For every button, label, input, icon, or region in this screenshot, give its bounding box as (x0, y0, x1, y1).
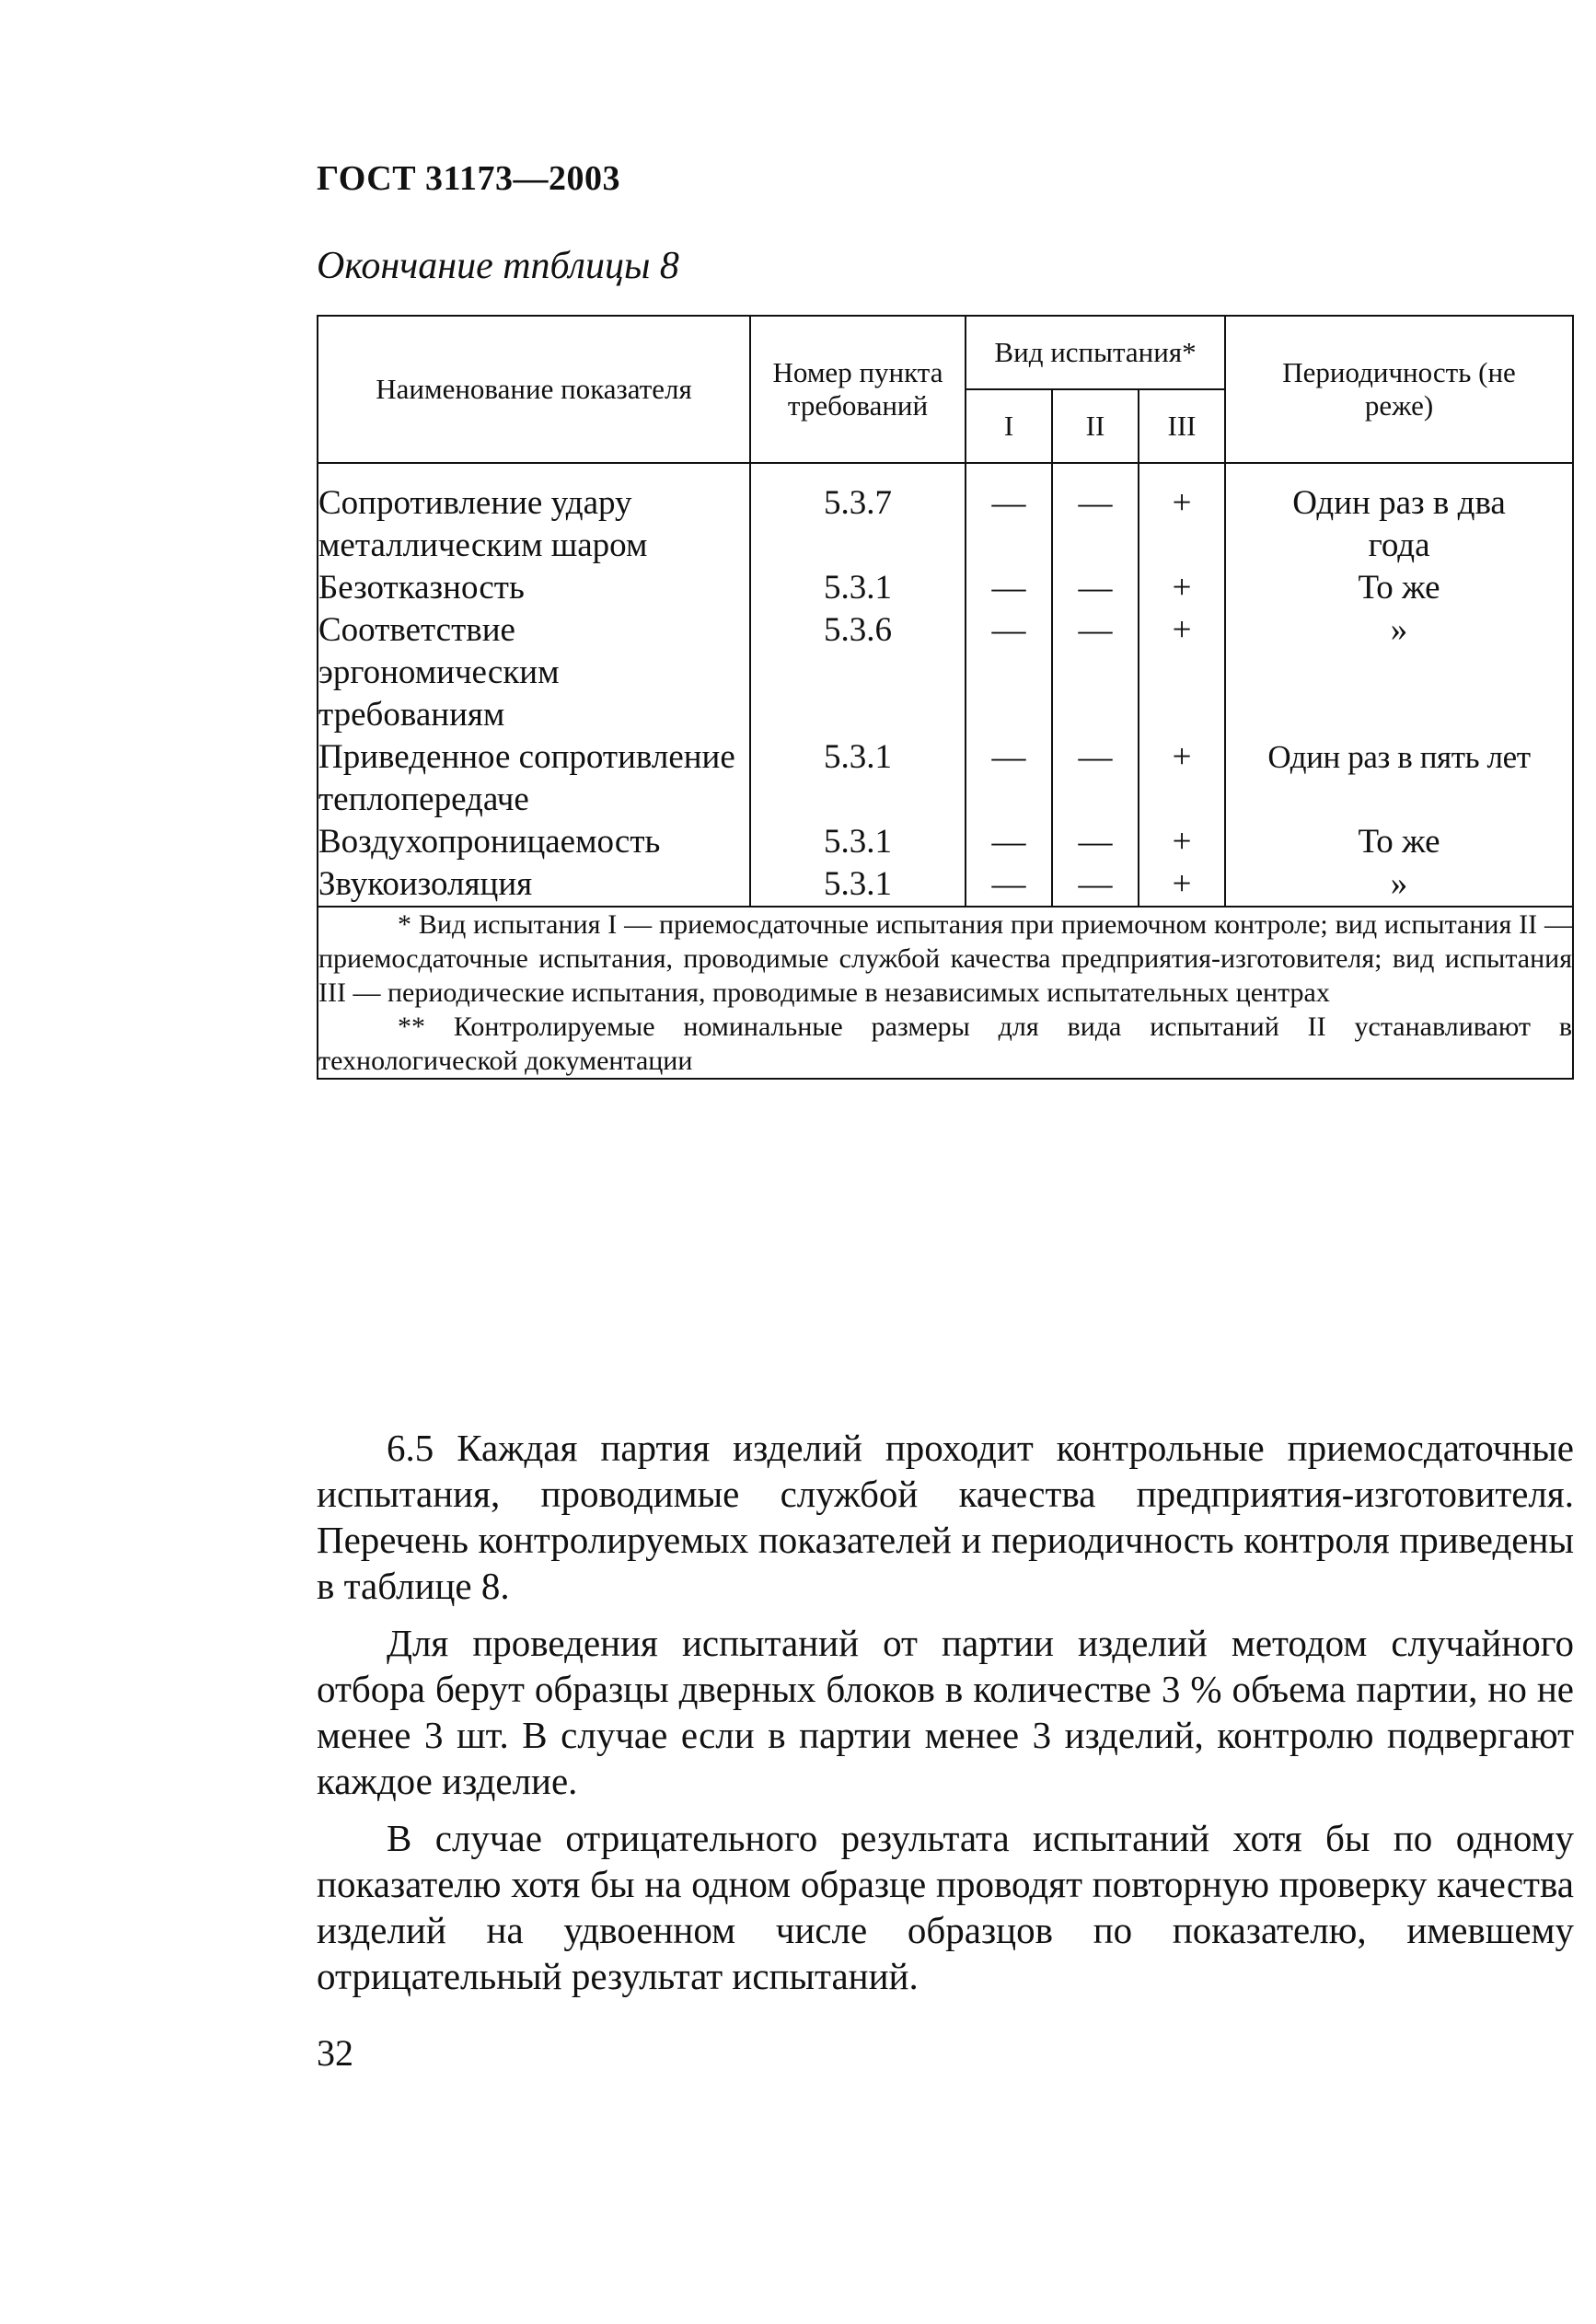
table-note: ** Контролируемые номинальные размеры для вида испытаний II устанавливают в технологической документации (318, 1012, 1573, 1076)
row-periodicity: » (1225, 609, 1573, 736)
header-clause-number: Номер пункта требований (750, 316, 966, 463)
row-indicator-name: Приведенное сопротивление теплопередаче (318, 736, 750, 821)
body-text (317, 1425, 1574, 2010)
row-clause: 5.3.6 (750, 609, 966, 736)
row-clause: 5.3.7 (750, 463, 966, 567)
header-test-type-i: I (966, 389, 1052, 463)
table-row (318, 863, 1573, 907)
row-test-iii: + (1139, 567, 1225, 609)
header-indicator-name: Наименование показателя (318, 316, 750, 463)
header-test-type-iii: III (1139, 389, 1225, 463)
row-test-i: — (966, 736, 1052, 821)
row-indicator-name: Звукоизоляция (318, 863, 750, 907)
header-test-type: Вид испытания* (966, 316, 1225, 389)
row-indicator-name: Воздухопроницаемость (318, 821, 750, 863)
row-periodicity: » (1225, 863, 1573, 907)
table-caption: Окончание тпблицы 8 (317, 245, 679, 287)
row-test-i: — (966, 463, 1052, 567)
row-periodicity: То же (1225, 821, 1573, 863)
row-test-i: — (966, 609, 1052, 736)
row-test-i: — (966, 821, 1052, 863)
row-test-i: — (966, 567, 1052, 609)
row-test-iii: + (1139, 609, 1225, 736)
page-number: 32 (317, 2032, 353, 2074)
table-row (318, 821, 1573, 863)
row-test-ii: — (1052, 567, 1139, 609)
table-notes-row (318, 907, 1573, 1079)
paragraph: В случае отрицательного результата испытаний хотя бы по одному показателю хотя бы на одном образце проводят повторную проверку качества изделий на удвоенном числе образцов по показателю, имевшему отрицательный результат испытаний. (317, 1817, 1574, 1997)
row-periodicity: Один раз в пять лет (1225, 736, 1573, 821)
row-test-iii: + (1139, 863, 1225, 907)
row-periodicity: Один раз в два года (1225, 463, 1573, 567)
document-header: ГОСТ 31173—2003 (317, 159, 620, 198)
row-clause: 5.3.1 (750, 567, 966, 609)
row-clause: 5.3.1 (750, 863, 966, 907)
paragraph: Для проведения испытаний от партии изделий методом случайного отбора берут образцы дверных блоков в количестве 3 % объема партии, но не менее 3 шт. В случае если в партии менее 3 изделий, контролю подвергают каждое изделие. (317, 1622, 1574, 1802)
row-test-ii: — (1052, 463, 1139, 567)
row-test-ii: — (1052, 736, 1139, 821)
row-test-ii: — (1052, 821, 1139, 863)
row-test-i: — (966, 863, 1052, 907)
row-test-ii: — (1052, 609, 1139, 736)
header-periodicity: Периодичность (не реже) (1225, 316, 1573, 463)
row-test-iii: + (1139, 821, 1225, 863)
row-test-iii: + (1139, 736, 1225, 821)
row-clause: 5.3.1 (750, 736, 966, 821)
header-test-type-ii: II (1052, 389, 1139, 463)
table-row (318, 463, 1573, 567)
row-clause: 5.3.1 (750, 821, 966, 863)
table-notes (318, 907, 1573, 1079)
indicators-table (317, 315, 1574, 1080)
table-note: * Вид испытания I — приемосдаточные испытания при приемочном контроле; вид испытания II — приемосдаточные испытания, проводимые службой качества предприятия-изготовителя; вид испытания III — периодические испытания, проводимые в независимых испытательных центрах (318, 909, 1573, 1008)
table-row (318, 567, 1573, 609)
table-row (318, 609, 1573, 736)
row-periodicity: То же (1225, 567, 1573, 609)
row-indicator-name: Безотказность (318, 567, 750, 609)
row-indicator-name: Соответствие эргономическим требованиям (318, 609, 750, 736)
paragraph: 6.5 Каждая партия изделий проходит контрольные приемосдаточные испытания, проводимые службой качества предприятия-изготовителя. Перечень контролируемых показателей и периодичность контроля приведены в таблице 8. (317, 1427, 1574, 1607)
table-row (318, 736, 1573, 821)
row-indicator-name: Сопротивление удару металлическим шаром (318, 463, 750, 567)
row-test-ii: — (1052, 863, 1139, 907)
row-test-iii: + (1139, 463, 1225, 567)
